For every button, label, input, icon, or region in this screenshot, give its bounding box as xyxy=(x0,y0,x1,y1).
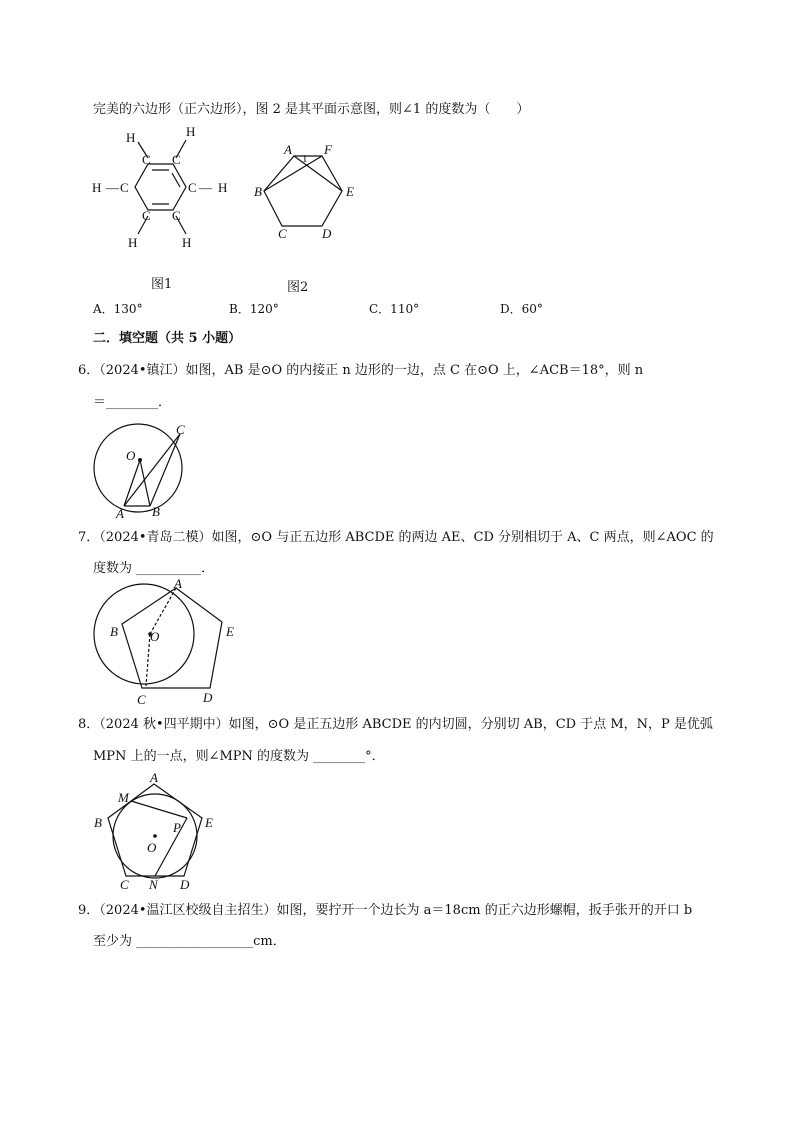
atom-h-top-left: H xyxy=(126,130,136,145)
q8-label-o: O xyxy=(147,840,157,855)
q6-figure xyxy=(88,420,198,520)
q9-line2: 至少为 __________________cm． xyxy=(93,934,286,949)
q7-label-d: D xyxy=(203,690,213,705)
q8-label-c: C xyxy=(120,877,129,892)
atom-c-top-right: C xyxy=(172,152,181,167)
q5-stem: 完美的六边形（正六边形），图 2 是其平面示意图，则∠1 的度数为（ ） xyxy=(93,102,530,117)
atom-h-right: H xyxy=(218,180,228,195)
atom-c-bottom-right: C xyxy=(172,208,181,223)
q8-line2: MPN 上的一点，则∠MPN 的度数为 ________°． xyxy=(93,749,385,764)
hexagon-figure xyxy=(252,138,362,243)
section-title: 二．填空题（共 5 小题） xyxy=(93,331,242,346)
label-a: A xyxy=(284,142,292,157)
q7-line1: 7．（2024•青岛二模）如图，⊙O 与正五边形 ABCDE 的两边 AE、CD 分别相切于 A、C 两点，则∠AOC 的 xyxy=(78,530,714,545)
q8-label-b: B xyxy=(94,815,102,830)
q7-figure xyxy=(90,578,250,708)
q8-figure xyxy=(90,770,220,892)
q9-line1: 9．（2024•温江区校级自主招生）如图，要拧开一个边长为 a＝18cm 的正六边形螺帽，扳手张开的开口 b xyxy=(78,903,693,918)
label-d: D xyxy=(322,226,332,241)
benzene-figure xyxy=(88,122,238,257)
q7-label-b: B xyxy=(110,624,118,639)
q8-label-a: A xyxy=(150,770,158,785)
q7-label-c: C xyxy=(137,692,146,707)
atom-c-bottom-left: C xyxy=(142,208,151,223)
q8-label-e: E xyxy=(205,815,213,830)
q8-label-n: N xyxy=(149,877,158,892)
atom-h-bottom-left: H xyxy=(128,235,138,250)
q8-line1: 8．（2024 秋•四平期中）如图，⊙O 是正五边形 ABCDE 的内切圆，分别切 AB，CD 于点 M，N，P 是优弧 xyxy=(78,717,713,732)
q8-label-m: M xyxy=(118,790,129,805)
bond-right: — xyxy=(199,180,212,195)
atom-h-bottom-right: H xyxy=(182,235,192,250)
q7-label-a: A xyxy=(174,578,182,591)
label-b: B xyxy=(254,184,262,199)
q8-label-p: P xyxy=(173,820,181,835)
q7-label-e: E xyxy=(226,624,234,639)
atom-c-left: C xyxy=(120,180,129,195)
label-angle-1: 1 xyxy=(302,153,308,165)
q6-label-o: O xyxy=(126,448,136,463)
q6-label-c: C xyxy=(176,422,185,437)
atom-h-top-right: H xyxy=(186,124,196,139)
option-a: A．130° xyxy=(93,302,143,316)
label-e: E xyxy=(346,184,354,199)
label-c: C xyxy=(278,226,287,241)
option-d: D．60° xyxy=(500,302,543,316)
option-c: C．110° xyxy=(369,302,420,316)
q7-line2: 度数为 __________． xyxy=(93,561,215,576)
q6-label-b: B xyxy=(152,504,160,519)
atom-h-left: H xyxy=(92,180,102,195)
q6-line2: ＝________． xyxy=(93,395,172,410)
label-f: F xyxy=(324,142,332,157)
atom-c-right: C xyxy=(188,180,197,195)
fig2-caption: 图2 xyxy=(287,280,309,295)
fig1-caption: 图1 xyxy=(151,277,173,292)
atom-c-top-left: C xyxy=(142,152,151,167)
q6-line1: 6．（2024•镇江）如图，AB 是⊙O 的内接正 n 边形的一边，点 C 在⊙O 上，∠ACB＝18°，则 n xyxy=(78,363,644,378)
option-b: B．120° xyxy=(229,302,279,316)
bond-left: — xyxy=(106,180,119,195)
q7-label-o: O xyxy=(150,629,160,644)
q8-label-d: D xyxy=(180,877,190,892)
q6-label-a: A xyxy=(116,506,124,520)
